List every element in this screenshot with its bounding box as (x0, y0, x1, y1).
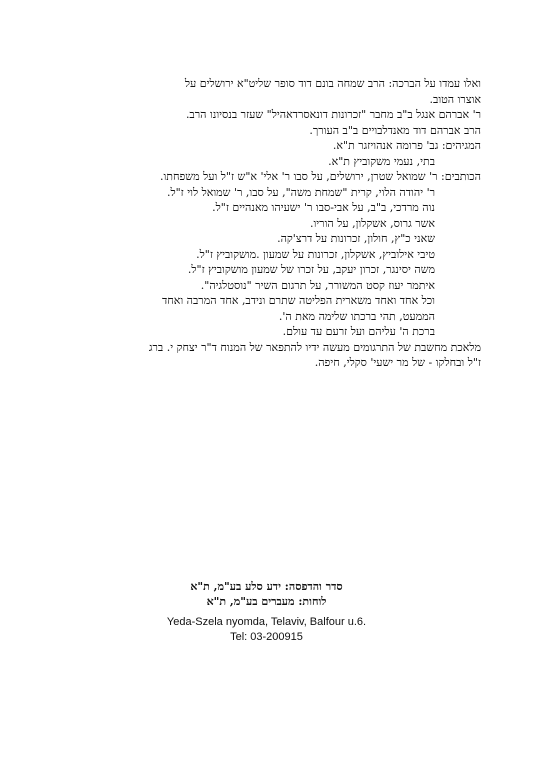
credits-line: בתי, נעמי משקוביץ ת"א. (328, 154, 435, 168)
printer-latin-line: Yeda-Szela nyomda, Telaviv, Balfour u.6. (166, 616, 367, 628)
credits-line: וכל אחד ואחד משארית הפליטה שתרם ונידב, אחד המרבה ואחד (161, 294, 435, 307)
plates-hebrew-line: לוחות: מעברים בע"מ, ת"א (206, 595, 327, 608)
credits-block (81, 76, 481, 371)
credits-line: הממעט, תהי ברכתו שלימה מאת ה'. (278, 309, 435, 323)
credits-line: אשר גרוס, אשקלון, על הוריו. (309, 216, 435, 230)
credits-line: שאני כ"ץ, חולון, זכרונות על דרצ'קה. (277, 232, 435, 245)
credits-line: הכותבים: ר' שמואל שטרן, ירושלים, על סבו ר' אלי' א"ש ז"ל ועל משפחתו. (160, 170, 481, 183)
printer-phone-line: Tel: 03-200915 (230, 631, 303, 643)
credits-line: איתמר יעוז קסט המשורר, על תרגום השיר "נוסטלגיה". (200, 278, 435, 292)
credits-line: משה יסינגר, זכרון יעקב, על זכרו של שמעון מושקוביץ ז"ל. (187, 263, 435, 276)
printer-imprint (0, 579, 533, 645)
credits-line: ר' יהודה הלוי, קרית "שמחת משה", על סבו, ר' שמואל לוי ז"ל. (166, 185, 435, 199)
credits-line: ר' אברהם אנגל ב"ב מחבר "זכרונות דונאסרדאהיל" שעזר בנסיונו הרב. (185, 108, 481, 121)
credits-line: אוצרו הטוב. (429, 92, 481, 106)
credits-line: המגיהים: גב' פרומה אנהויזגר ת"א. (332, 139, 481, 152)
credits-line: מלאכת מחשבת של התרגומים מעשה ידיו להתפאר של המנוח ד"ר יצחק י. ברג (148, 340, 481, 354)
credits-line: נוה מרדכי, ב"ב, על אבי-סבו ר' ישעיהו מאנהיים ז"ל. (212, 201, 435, 214)
credits-line: הרב אברהם דוד מאנדלבויים ב"ב העורך. (309, 123, 481, 137)
credits-line: ז"ל ובחלקו - של מר ישעי' סקלי, חיפה. (314, 356, 481, 369)
printer-hebrew-line: סדר והדפסה: ידע סלע בע"מ, ת"א (190, 580, 343, 593)
credits-line: ברכת ה' עליהם ועל זרעם עד עולם. (282, 325, 435, 338)
credits-line: טיבי אילוביץ, אשקלון, זכרונות על שמעון .מושקוביץ ז"ל. (196, 247, 435, 261)
credits-line: ואלו עמדו על הברכה: הרב שמחה בונם דוד סופר שליט"א ירושלים על (184, 77, 481, 90)
